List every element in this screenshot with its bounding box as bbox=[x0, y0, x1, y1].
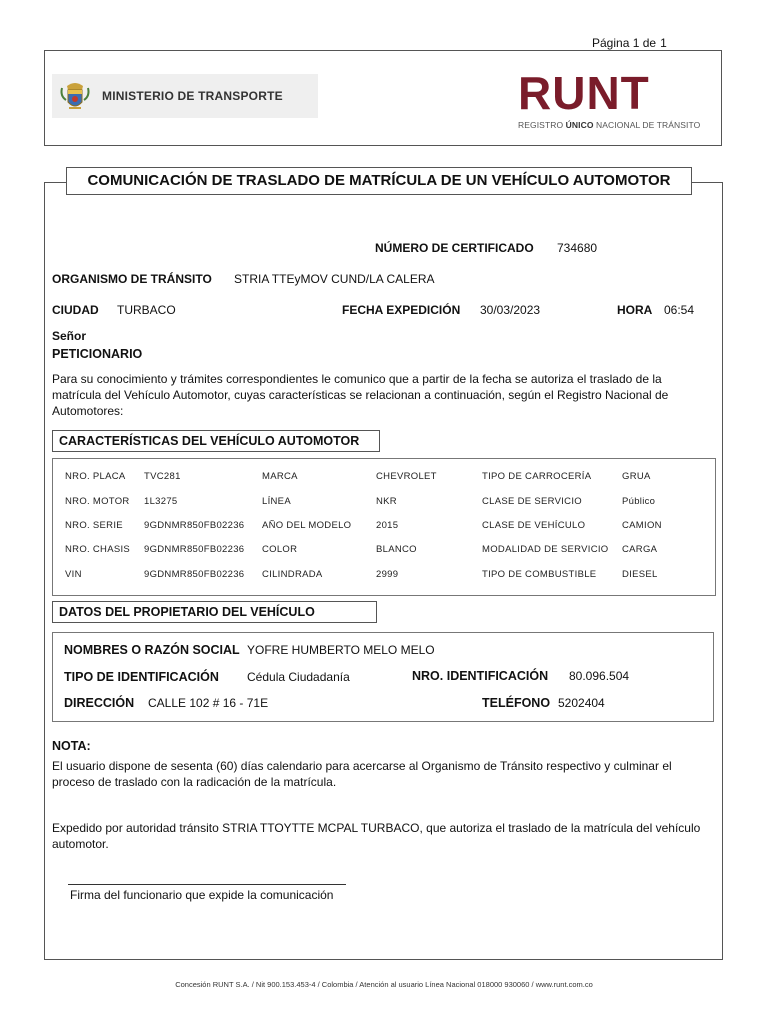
footer: Concesión RUNT S.A. / Nit 900.153.453-4 / Colombia / Atención al usuario Línea Nacional 018000 930060 / www.runt.com.co bbox=[175, 980, 593, 989]
coat-of-arms-icon bbox=[58, 78, 92, 114]
hora-label: HORA bbox=[617, 303, 653, 317]
vehicle-label-b: AÑO DEL MODELO bbox=[262, 520, 352, 531]
ministry-banner bbox=[52, 74, 318, 118]
signature-line bbox=[68, 884, 346, 885]
vehicle-label-c: CLASE DE VEHÍCULO bbox=[482, 520, 586, 531]
owner-phone-label: TELÉFONO bbox=[482, 696, 551, 710]
owner-name-value: YOFRE HUMBERTO MELO MELO bbox=[247, 643, 435, 657]
peticionario-label: PETICIONARIO bbox=[52, 347, 143, 361]
vehicle-value-b: BLANCO bbox=[376, 544, 417, 555]
vehicle-label-a: NRO. SERIE bbox=[65, 520, 123, 531]
frame-top-right bbox=[692, 182, 723, 183]
page-total: 1 bbox=[660, 36, 667, 50]
hora-value: 06:54 bbox=[664, 303, 695, 317]
vehicle-label-b: CILINDRADA bbox=[262, 569, 323, 580]
runt-subtitle bbox=[518, 120, 700, 130]
vehicle-label-c: TIPO DE COMBUSTIBLE bbox=[482, 569, 597, 580]
vehicle-value-c: DIESEL bbox=[622, 569, 658, 580]
organismo-value: STRIA TTEyMOV CUND/LA CALERA bbox=[234, 272, 435, 286]
vehicle-value-a: 1L3275 bbox=[144, 496, 178, 507]
ciudad-value: TURBACO bbox=[117, 303, 176, 317]
vehicle-label-a: VIN bbox=[65, 569, 82, 580]
nota-paragraph: El usuario dispone de sesenta (60) días calendario para acercarse al Organismo de Tránsito respectivo y culminar el proceso de traslado con la radicación de la matrícula. bbox=[52, 759, 672, 789]
fecha-value: 30/03/2023 bbox=[480, 303, 541, 317]
vehicle-value-a: TVC281 bbox=[144, 471, 181, 482]
cert-value: 734680 bbox=[557, 241, 598, 255]
vehicle-label-b: LÍNEA bbox=[262, 496, 291, 507]
vehicle-value-b: 2015 bbox=[376, 520, 399, 531]
vehicle-value-a: 9GDNMR850FB02236 bbox=[144, 569, 245, 580]
ciudad-label: CIUDAD bbox=[52, 303, 99, 317]
vehicle-value-a: 9GDNMR850FB02236 bbox=[144, 520, 245, 531]
nota-label: NOTA: bbox=[52, 739, 91, 753]
vehicle-value-b: CHEVROLET bbox=[376, 471, 437, 482]
vehicle-value-a: 9GDNMR850FB02236 bbox=[144, 544, 245, 555]
owner-phone-value: 5202404 bbox=[558, 696, 605, 710]
owner-address-value: CALLE 102 # 16 - 71E bbox=[148, 696, 269, 710]
vehicle-label-a: NRO. MOTOR bbox=[65, 496, 130, 507]
frame-top-left bbox=[44, 182, 66, 183]
vehicle-value-c: GRUA bbox=[622, 471, 651, 482]
vehicle-value-b: 2999 bbox=[376, 569, 399, 580]
runt-logo: RUNT bbox=[518, 67, 650, 119]
organismo-label: ORGANISMO DE TRÁNSITO bbox=[52, 272, 212, 286]
vehicle-label-c: TIPO DE CARROCERÍA bbox=[482, 471, 592, 482]
vehicle-section-title: CARACTERÍSTICAS DEL VEHÍCULO AUTOMOTOR bbox=[52, 430, 380, 452]
vehicle-label-c: MODALIDAD DE SERVICIO bbox=[482, 544, 609, 555]
owner-idnum-label: NRO. IDENTIFICACIÓN bbox=[412, 669, 549, 683]
vehicle-label-b: COLOR bbox=[262, 544, 298, 555]
senor-label: Señor bbox=[52, 329, 87, 343]
owner-address-label: DIRECCIÓN bbox=[64, 696, 135, 710]
expedido-paragraph: Expedido por autoridad tránsito STRIA TTOYTTE MCPAL TURBACO, que autoriza el traslado de la matrícula del vehículo automotor. bbox=[52, 821, 701, 851]
vehicle-label-a: NRO. PLACA bbox=[65, 471, 126, 482]
vehicle-label-c: CLASE DE SERVICIO bbox=[482, 496, 582, 507]
fecha-label: FECHA EXPEDICIÓN bbox=[342, 303, 461, 317]
signature-caption: Firma del funcionario que expide la comunicación bbox=[70, 888, 334, 902]
vehicle-value-c: CAMION bbox=[622, 520, 662, 531]
runt-sub-post: NACIONAL DE TRÁNSITO bbox=[596, 120, 701, 130]
owner-idtype-value: Cédula Ciudadanía bbox=[247, 670, 350, 684]
vehicle-value-b: NKR bbox=[376, 496, 397, 507]
owner-idnum-value: 80.096.504 bbox=[569, 669, 630, 683]
document-title: COMUNICACIÓN DE TRASLADO DE MATRÍCULA DE UN VEHÍCULO AUTOMOTOR bbox=[66, 167, 692, 195]
runt-sub-pre: REGISTRO bbox=[518, 120, 564, 130]
vehicle-label-b: MARCA bbox=[262, 471, 298, 482]
owner-idtype-label: TIPO DE IDENTIFICACIÓN bbox=[64, 670, 219, 684]
vehicle-value-c: CARGA bbox=[622, 544, 658, 555]
intro-paragraph: Para su conocimiento y trámites correspondientes le comunico que a partir de la fecha se autoriza el traslado de la matrícula del Vehículo Automotor, cuyas características se relacionan a continuación, según el Registro Nacional de Automotores: bbox=[52, 372, 669, 418]
page-label: Página 1 de bbox=[592, 36, 657, 50]
vehicle-label-a: NRO. CHASIS bbox=[65, 544, 131, 555]
ministry-name: MINISTERIO DE TRANSPORTE bbox=[102, 89, 283, 103]
runt-sub-bold: ÚNICO bbox=[565, 120, 594, 130]
vehicle-value-c: Público bbox=[622, 496, 656, 507]
owner-section-title: DATOS DEL PROPIETARIO DEL VEHÍCULO bbox=[52, 601, 377, 623]
page-number bbox=[592, 36, 667, 50]
cert-label: NÚMERO DE CERTIFICADO bbox=[375, 241, 534, 255]
owner-name-label: NOMBRES O RAZÓN SOCIAL bbox=[64, 643, 240, 657]
